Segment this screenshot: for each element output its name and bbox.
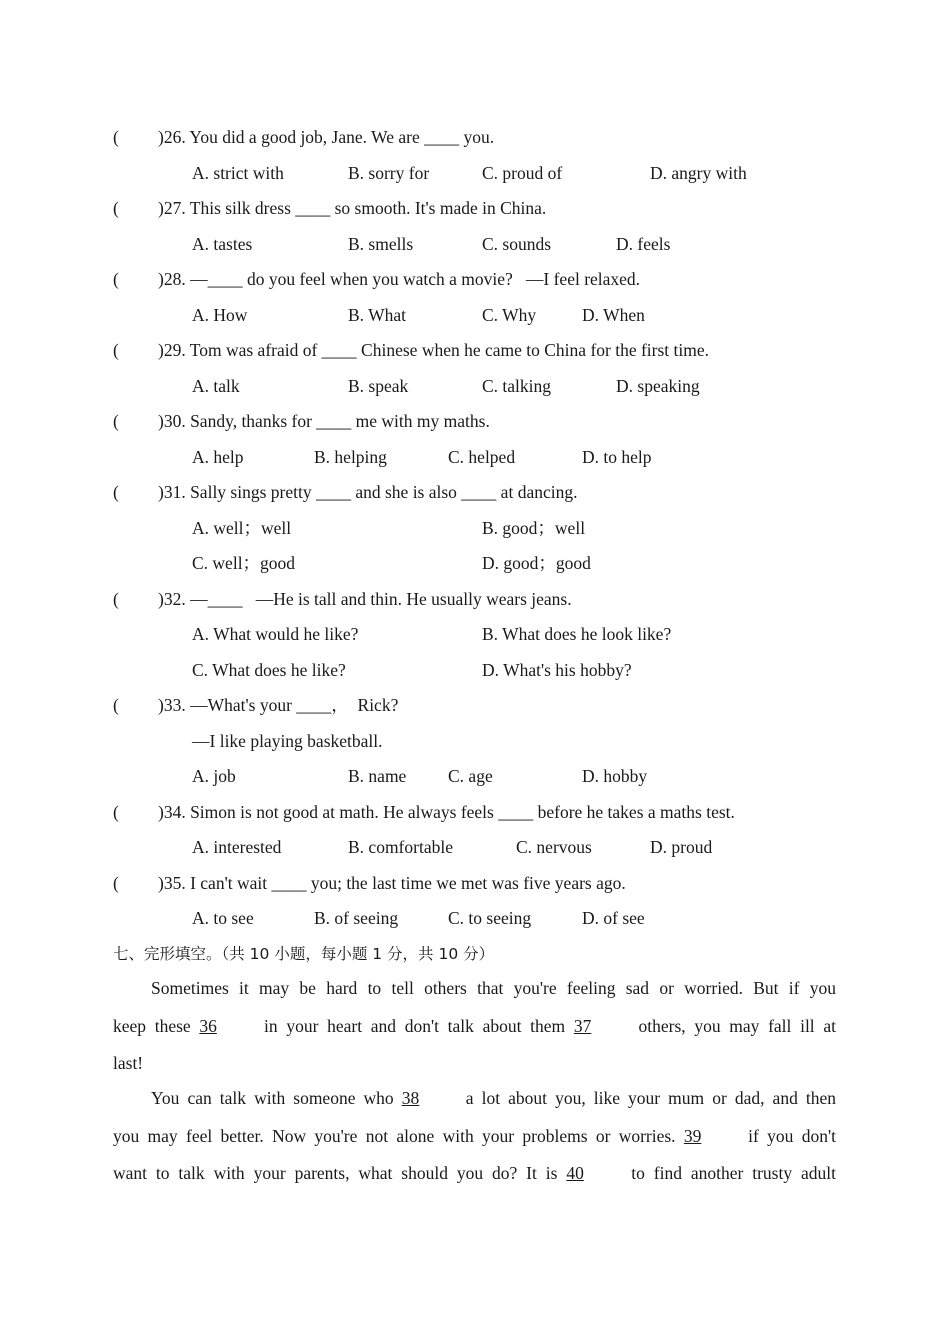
option-d: D. of see	[582, 908, 645, 928]
blank-37[interactable]: 37	[573, 1016, 592, 1036]
option-c: C. age	[448, 766, 493, 786]
para-text: Sometimes it may be hard to tell others that you're feeling sad or worried. But if you	[151, 978, 836, 998]
option-a: A. How	[192, 305, 248, 325]
option-a: A. What would he like?	[192, 624, 359, 644]
question-text: )30. Sandy, thanks for ____ me with my maths.	[158, 411, 490, 431]
answer-bracket[interactable]: (	[113, 482, 119, 502]
para-text: last!	[113, 1053, 144, 1073]
option-c: C. talking	[482, 376, 552, 396]
para-text: you may feel better. Now you're not alone with your problems or worries.	[113, 1126, 684, 1146]
answer-bracket[interactable]: (	[113, 127, 119, 147]
option-c: C. helped	[448, 447, 516, 467]
question-text: )34. Simon is not good at math. He always feels ____ before he takes a maths test.	[158, 802, 735, 822]
blank-40[interactable]: 40	[566, 1163, 584, 1183]
option-c: C. Why	[482, 305, 537, 325]
answer-bracket[interactable]: (	[113, 802, 119, 822]
option-d: D. When	[582, 305, 645, 325]
cloze-para1-line2	[113, 1015, 836, 1037]
blank-36[interactable]: 36	[199, 1016, 217, 1036]
option-a: A. tastes	[192, 234, 253, 254]
option-a: A. strict with	[192, 163, 284, 183]
para-text: in your heart and don't talk about them	[255, 1016, 574, 1036]
question-response: —I like playing basketball.	[192, 731, 383, 751]
cloze-para2-line1	[113, 1087, 836, 1109]
answer-bracket[interactable]: (	[113, 198, 119, 218]
question-text: )35. I can't wait ____ you; the last time we met was five years ago.	[158, 873, 626, 893]
option-b: B. smells	[348, 234, 414, 254]
question-text: )28. —____ do you feel when you watch a movie? —I feel relaxed.	[158, 269, 641, 289]
option-a: A. help	[192, 447, 244, 467]
option-a: A. job	[192, 766, 236, 786]
option-d: D. What's his hobby?	[482, 660, 632, 680]
cloze-para1-line3	[113, 1052, 836, 1074]
option-b: B. good；well	[482, 518, 586, 538]
question-text: )29. Tom was afraid of ____ Chinese when he came to China for the first time.	[158, 340, 710, 360]
option-d: D. to help	[582, 447, 652, 467]
question-text: )33. —What's your ____， Rick?	[158, 695, 399, 715]
option-b: B. What	[348, 305, 407, 325]
option-a: A. to see	[192, 908, 254, 928]
para-text: others, you may fall ill at	[629, 1016, 836, 1036]
option-b: B. of seeing	[314, 908, 399, 928]
option-b: B. comfortable	[348, 837, 453, 857]
cloze-para2-line2	[113, 1125, 836, 1147]
answer-bracket[interactable]: (	[113, 340, 119, 360]
option-d: D. good；good	[482, 553, 591, 573]
option-c: C. to seeing	[448, 908, 532, 928]
question-text: )32. —____ —He is tall and thin. He usually wears jeans.	[158, 589, 572, 609]
option-b: B. What does he look like?	[482, 624, 672, 644]
option-c: C. What does he like?	[192, 660, 346, 680]
option-a: A. interested	[192, 837, 282, 857]
option-c: C. nervous	[516, 837, 592, 857]
para-text: to find another trusty adult	[622, 1163, 836, 1183]
option-d: D. proud	[650, 837, 713, 857]
answer-bracket[interactable]: (	[113, 695, 119, 715]
option-d: D. speaking	[616, 376, 700, 396]
question-text: )27. This silk dress ____ so smooth. It's made in China.	[158, 198, 547, 218]
option-b: B. helping	[314, 447, 387, 467]
cloze-para2-line3	[113, 1162, 836, 1184]
answer-bracket[interactable]: (	[113, 873, 119, 893]
option-c: C. sounds	[482, 234, 552, 254]
answer-bracket[interactable]: (	[113, 589, 119, 609]
option-b: B. sorry for	[348, 163, 430, 183]
question-text: )26. You did a good job, Jane. We are ____ you.	[158, 127, 495, 147]
question-text: )31. Sally sings pretty ____ and she is also ____ at dancing.	[158, 482, 578, 502]
blank-39[interactable]: 39	[683, 1126, 702, 1146]
cloze-para1-line1	[113, 977, 836, 999]
para-text: a lot about you, like your mum or dad, and then	[457, 1088, 837, 1108]
option-c: C. well；good	[192, 553, 296, 573]
para-text: want to talk with your parents, what should you do? It is	[113, 1163, 567, 1183]
answer-bracket[interactable]: (	[113, 269, 119, 289]
section-heading: 七、完形填空。（共 10 小题，每小题 1 分，共 10 分）	[113, 945, 495, 963]
para-text: keep these	[113, 1016, 200, 1036]
blank-38[interactable]: 38	[401, 1088, 420, 1108]
option-a: A. talk	[192, 376, 240, 396]
para-text: You can talk with someone who	[151, 1088, 402, 1108]
answer-bracket[interactable]: (	[113, 411, 119, 431]
option-c: C. proud of	[482, 163, 563, 183]
option-b: B. name	[348, 766, 407, 786]
option-a: A. well；well	[192, 518, 292, 538]
option-d: D. angry with	[650, 163, 747, 183]
option-d: D. hobby	[582, 766, 648, 786]
para-text: if you don't	[739, 1126, 836, 1146]
option-d: D. feels	[616, 234, 671, 254]
option-b: B. speak	[348, 376, 409, 396]
